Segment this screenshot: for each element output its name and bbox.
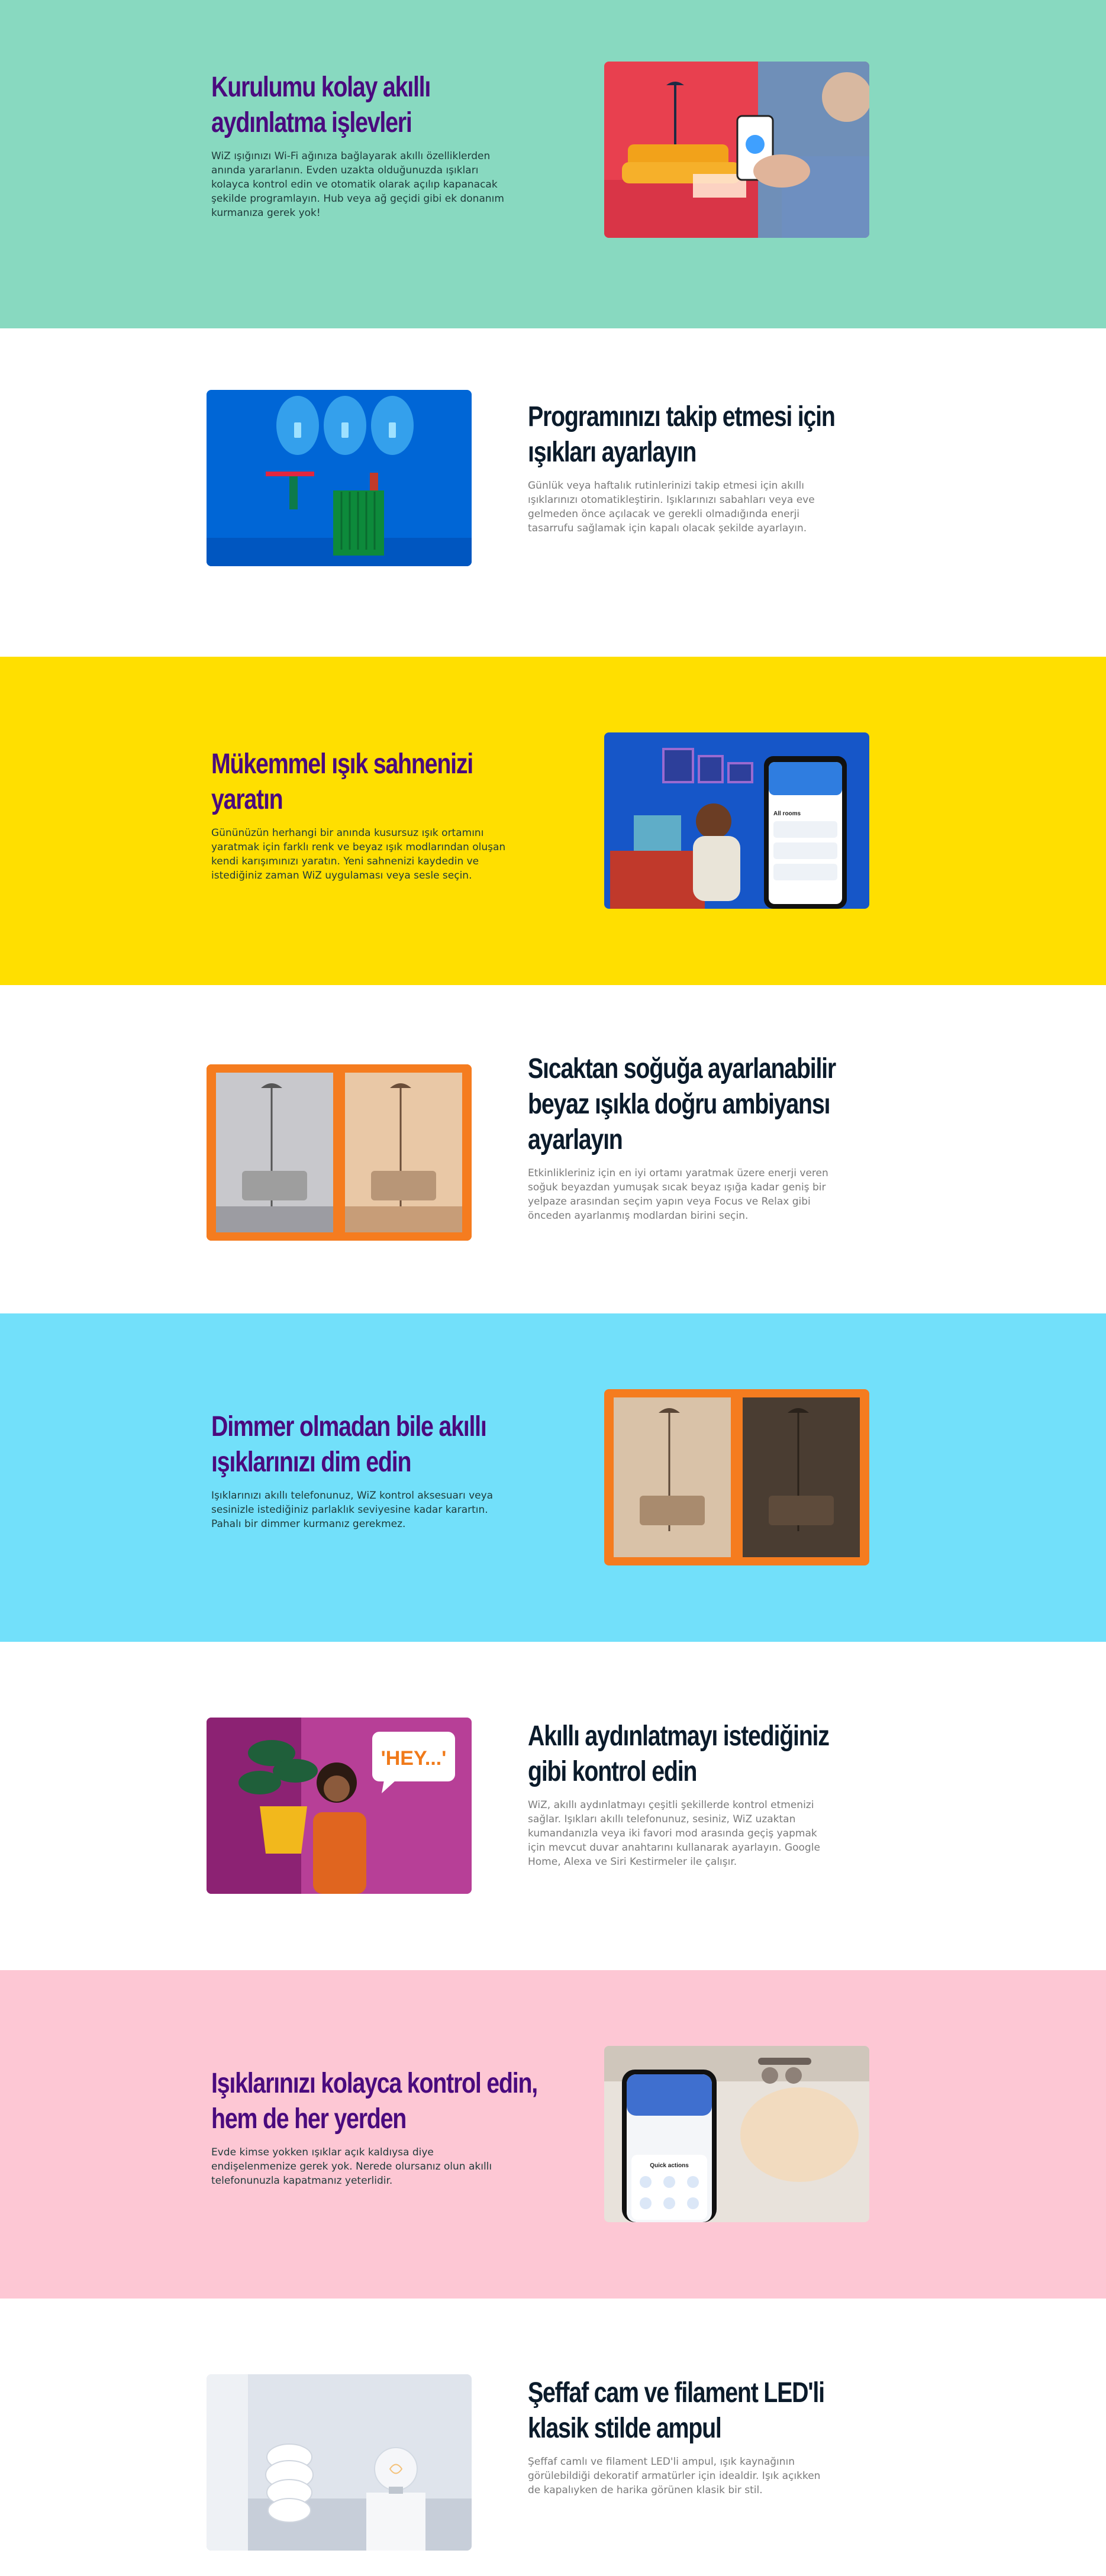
feature-title: Şeffaf cam ve filament LED'li klasik stilde ampul xyxy=(528,2377,824,2444)
feature-title: Akıllı aydınlatmayı istediğiniz gibi kontrol edin xyxy=(528,1720,829,1787)
feature-image-blue-wall-lamps xyxy=(207,390,472,566)
feature-title: Programınızı takip etmesi için ışıkları ayarlayın xyxy=(528,401,835,468)
feature-description: WiZ, akıllı aydınlatmayı çeşitli şekillerde kontrol etmenizi sağlar. Işıkları akıllı telefonunuz, sesiniz, WiZ uzaktan kumandanızla veya iki favori mod arasında geçiş yapmak için mevcut duvar anahtarını kullanarak ayarlayın. Google Home, Alexa ve Siri Kestirmeler ile çalışır. xyxy=(528,1799,820,1868)
feature-section-schedule xyxy=(0,328,1106,657)
feature-description: Işıklarınızı akıllı telefonunuz, WiZ kontrol aksesuarı veya sesinizle istediğiniz parlaklık seviyesine kadar karartın. Pahalı bir dimmer kurmanız gerekmez. xyxy=(211,1490,494,1530)
feature-image-bright-dim-comparison xyxy=(604,1389,869,1565)
feature-section-remote-control xyxy=(0,1970,1106,2299)
feature-image-woman-with-plant xyxy=(207,1718,472,1894)
feature-image-man-with-app xyxy=(604,732,869,909)
app-panel-title: Quick actions xyxy=(650,2162,689,2169)
feature-text xyxy=(528,1719,859,1869)
feature-image-filament-bulb xyxy=(207,2374,472,2551)
feature-description: WiZ ışığınızı Wi-Fi ağınıza bağlayarak akıllı özelliklerden anında yararlanın. Evden uzakta olduğunuzda ışıkları kolayca kontrol edin ve otomatik olarak açılıp kapanacak şekilde programlayın. Hub veya ağ geçidi gibi ek donanım kurmanıza gerek yok! xyxy=(211,150,504,219)
feature-description: Evde kimse yokken ışıklar açık kaldıysa diye endişelenmenize gerek yok. Nerede olursanız olun akıllı telefonunuzla kapatmanız yeterlidir. xyxy=(211,2146,492,2187)
feature-text xyxy=(528,1051,859,1223)
feature-title: Sıcaktan soğuğa ayarlanabilir beyaz ışıkla doğru ambiyansı ayarlayın xyxy=(528,1053,836,1155)
feature-text xyxy=(211,70,543,220)
speech-bubble-text: 'HEY...' xyxy=(381,1747,447,1770)
feature-text xyxy=(211,747,543,883)
feature-section-easy-setup xyxy=(0,0,1106,328)
feature-section-filament-bulb xyxy=(0,2299,1106,2576)
feature-section-dimming xyxy=(0,1313,1106,1642)
feature-section-tunable-white xyxy=(0,985,1106,1313)
feature-description: Günlük veya haftalık rutinlerinizi takip etmesi için akıllı ışıklarınızı otomatikleştirin. Işıklarınızı sabahları veya eve gelmeden önce açılacak ve gerekli olmadığında enerji tasarrufu sağlamak için kapalı olacak şekilde ayarlayın. xyxy=(528,480,815,534)
feature-section-light-scene xyxy=(0,657,1106,985)
feature-text xyxy=(211,2066,543,2188)
feature-title: Işıklarınızı kolayca kontrol edin, hem de her yerden xyxy=(211,2068,537,2135)
feature-text xyxy=(528,2375,859,2497)
feature-title: Mükemmel ışık sahnenizi yaratın xyxy=(211,748,473,815)
feature-section-control xyxy=(0,1642,1106,1970)
feature-image-phone-app-spotlight xyxy=(604,2046,869,2222)
feature-text xyxy=(211,1409,543,1531)
feature-image-person-with-phone xyxy=(604,62,869,238)
app-heading: All rooms xyxy=(773,811,801,817)
feature-text xyxy=(528,399,859,535)
feature-title: Dimmer olmadan bile akıllı ışıklarınızı dim edin xyxy=(211,1411,486,1478)
feature-title: Kurulumu kolay akıllı aydınlatma işlevleri xyxy=(211,72,431,138)
feature-description: Şeffaf camlı ve filament LED'li ampul, ışık kaynağının görülebildiği dekoratif armatürler için idealdir. Işık açıkken de kapalıyken de harika görünen klasik bir stil. xyxy=(528,2456,821,2496)
feature-description: Gününüzün herhangi bir anında kusursuz ışık ortamını yaratmak için farklı renk ve beyaz ışık modlarından oluşan kendi karışımınızı yaratın. Yeni sahnenizi kaydedin ve istediğiniz zaman WiZ uygulaması veya sesle seçin. xyxy=(211,827,506,882)
feature-description: Etkinlikleriniz için en iyi ortamı yaratmak üzere enerji veren soğuk beyazdan yumuşak sıcak beyaz ışığa kadar geniş bir yelpaze arasından seçim yapın veya Focus ve Relax gibi önceden ayarlanmış modlardan birini seçin. xyxy=(528,1167,828,1222)
feature-image-cool-warm-comparison xyxy=(207,1064,472,1241)
